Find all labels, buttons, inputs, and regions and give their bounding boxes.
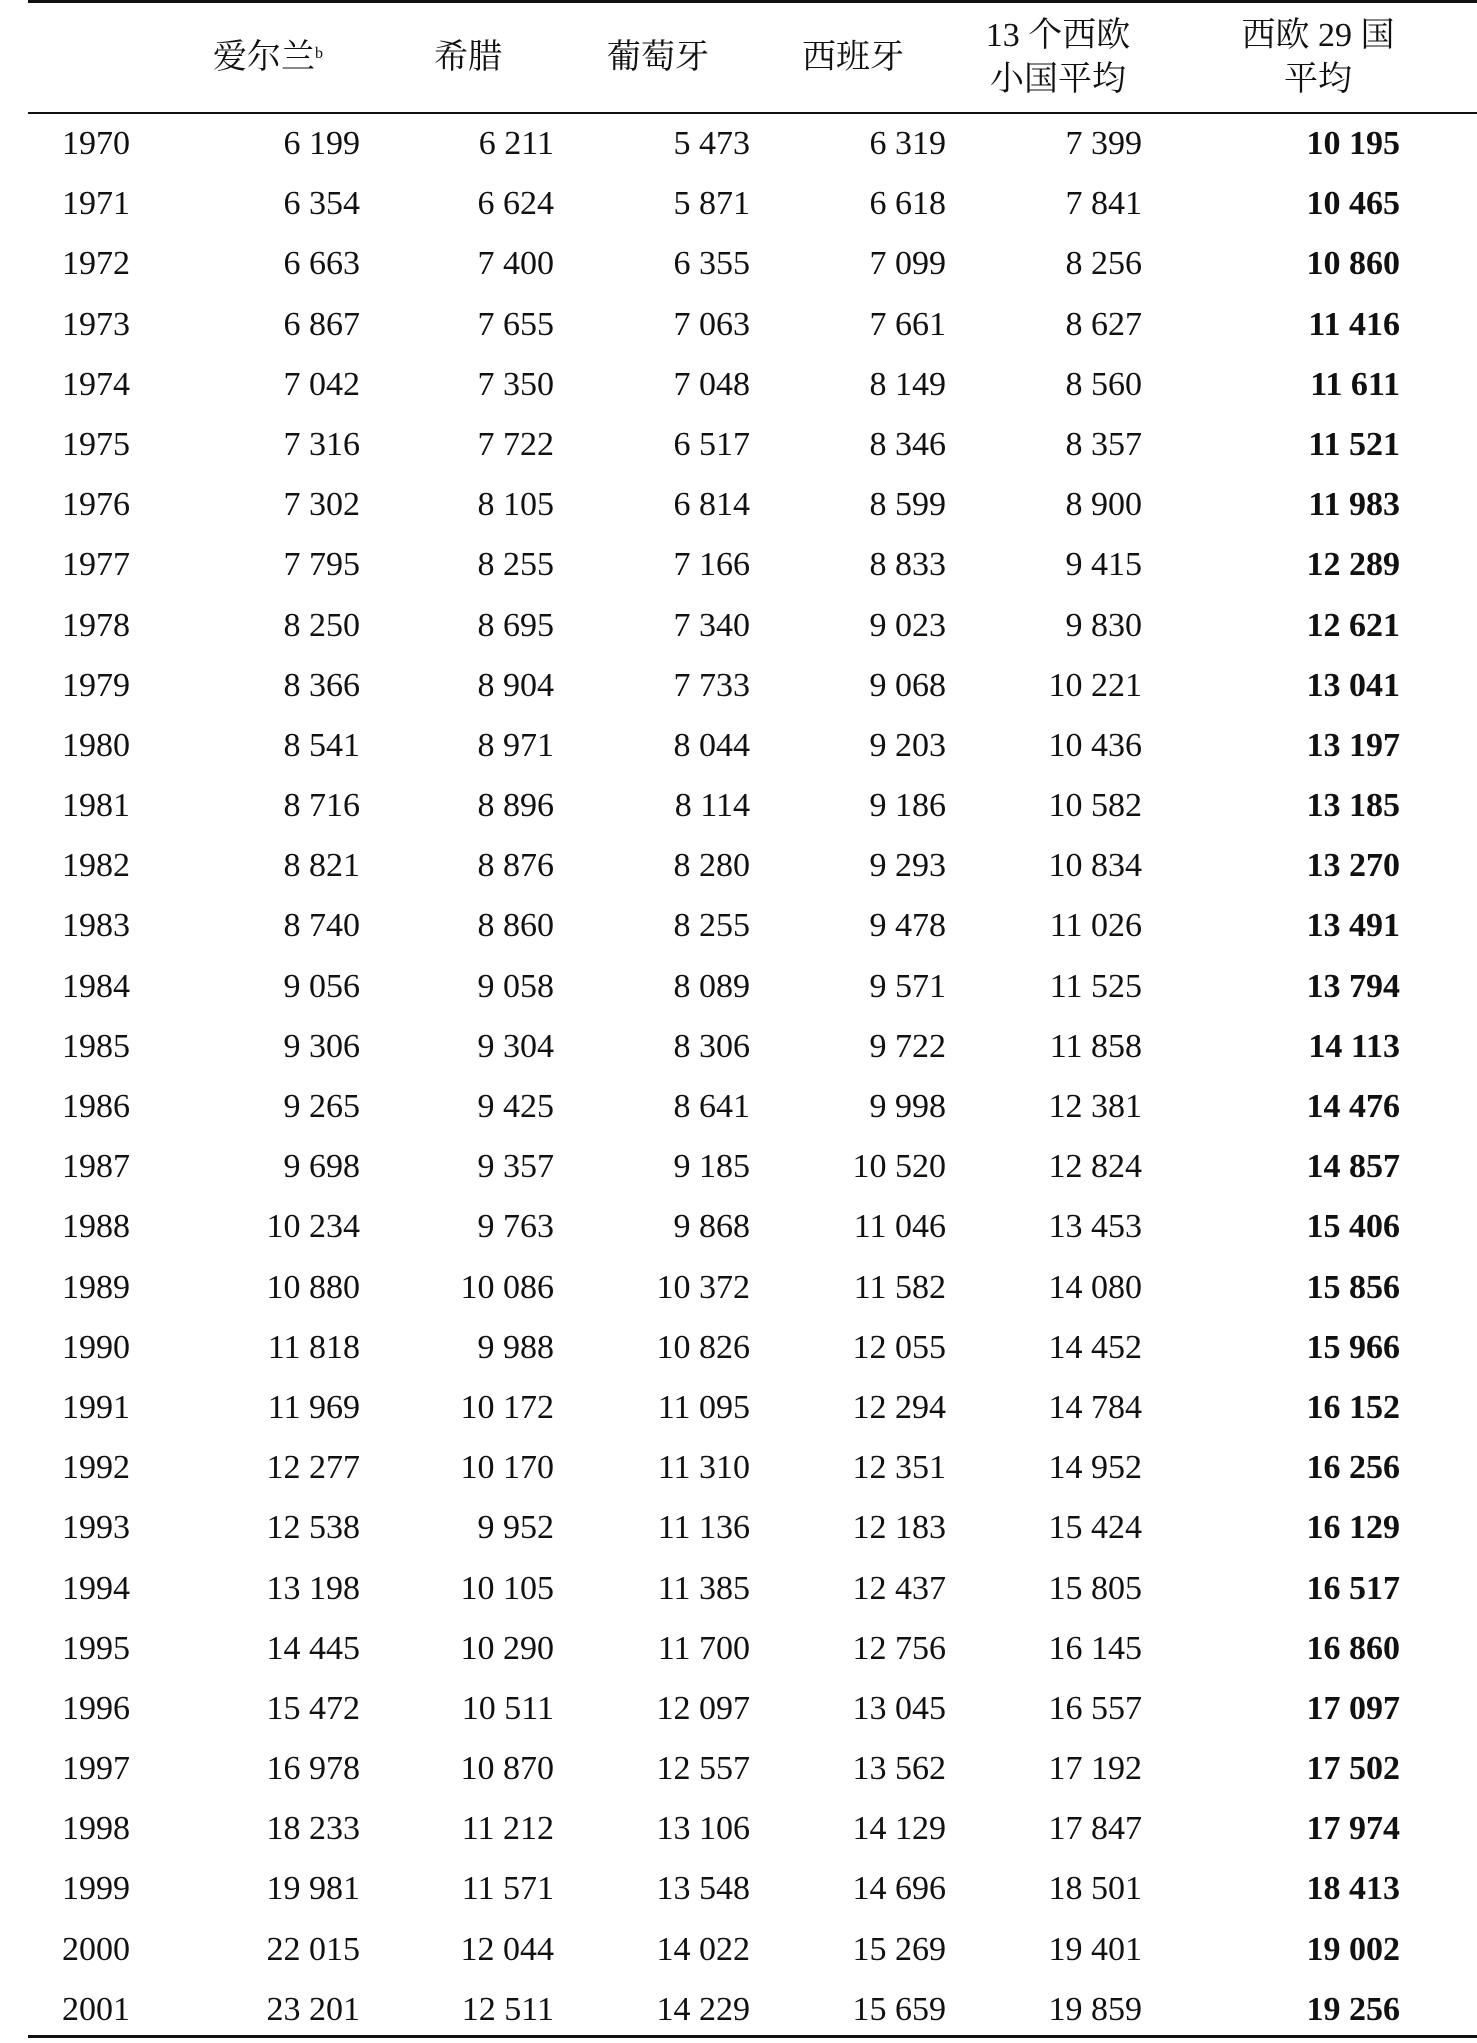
cell-ireland: 15 472 [266, 1689, 360, 1727]
cell-small13-avg: 7 841 [1065, 185, 1142, 223]
table-row [28, 1258, 1477, 1318]
table-row [28, 174, 1477, 234]
row-year: 1988 [62, 1208, 130, 1246]
cell-spain: 15 269 [852, 1930, 946, 1968]
cell-ireland: 9 056 [283, 967, 360, 1005]
cell-spain: 10 520 [852, 1148, 946, 1186]
row-year: 1974 [62, 365, 130, 403]
cell-greece: 9 425 [477, 1088, 554, 1125]
table-row [28, 1438, 1477, 1498]
cell-we29-avg: 13 185 [1306, 787, 1400, 825]
cell-ireland: 6 199 [283, 125, 360, 162]
row-year: 1982 [62, 847, 130, 885]
cell-small13-avg: 19 401 [1048, 1930, 1142, 1968]
cell-small13-avg: 7 399 [1065, 125, 1142, 162]
cell-portugal: 7 048 [673, 365, 750, 403]
cell-portugal: 6 517 [673, 425, 750, 463]
cell-small13-avg: 16 145 [1048, 1629, 1142, 1667]
cell-we29-avg: 17 974 [1306, 1810, 1400, 1848]
cell-small13-avg: 14 784 [1048, 1388, 1142, 1426]
cell-small13-avg: 11 026 [1049, 907, 1142, 945]
row-year: 1994 [62, 1569, 130, 1607]
table-row [28, 1197, 1477, 1257]
cell-greece: 9 763 [477, 1208, 554, 1246]
header-portugal-label: 葡萄牙 [607, 38, 709, 76]
cell-we29-avg: 19 256 [1306, 1990, 1400, 2028]
cell-we29-avg: 11 983 [1308, 486, 1400, 524]
row-year: 1970 [62, 125, 130, 162]
row-year: 2000 [62, 1930, 130, 1968]
cell-small13-avg: 8 627 [1065, 305, 1142, 343]
table-row [28, 1017, 1477, 1077]
cell-we29-avg: 10 195 [1306, 125, 1400, 162]
cell-portugal: 11 310 [657, 1449, 750, 1487]
table-row [28, 234, 1477, 294]
row-year: 1995 [62, 1629, 130, 1667]
cell-greece: 8 904 [477, 666, 554, 704]
cell-greece: 9 058 [477, 967, 554, 1005]
cell-spain: 9 068 [869, 666, 946, 704]
table-row [28, 1498, 1477, 1558]
cell-portugal: 10 826 [656, 1328, 750, 1366]
table-header [28, 3, 1477, 112]
table-row [28, 716, 1477, 776]
cell-greece: 8 105 [477, 486, 554, 524]
header-ireland-label: 爱尔兰 [213, 38, 315, 76]
cell-ireland: 8 250 [283, 606, 360, 644]
table-row [28, 1859, 1477, 1919]
row-year: 1979 [62, 666, 130, 704]
row-year: 1996 [62, 1689, 130, 1727]
cell-portugal: 8 306 [673, 1027, 750, 1065]
header-greece [378, 3, 558, 112]
table-row [28, 295, 1477, 355]
cell-spain: 12 437 [852, 1569, 946, 1607]
cell-greece: 9 952 [477, 1509, 554, 1547]
cell-small13-avg: 8 256 [1065, 245, 1142, 283]
table-row [28, 1679, 1477, 1739]
cell-spain: 9 203 [869, 726, 946, 764]
cell-ireland: 6 663 [283, 245, 360, 283]
row-year: 1984 [62, 967, 130, 1005]
header-ireland [158, 3, 378, 112]
cell-spain: 14 129 [852, 1810, 946, 1848]
table-row [28, 896, 1477, 956]
cell-we29-avg: 11 416 [1308, 305, 1400, 343]
table-row [28, 1378, 1477, 1438]
row-year: 1989 [62, 1268, 130, 1306]
cell-greece: 12 044 [460, 1930, 554, 1968]
cell-greece: 10 170 [460, 1449, 554, 1487]
cell-spain: 8 833 [869, 546, 946, 584]
cell-greece: 6 624 [477, 185, 554, 223]
cell-greece: 7 350 [477, 365, 554, 403]
cell-small13-avg: 8 560 [1065, 365, 1142, 403]
cell-portugal: 8 641 [673, 1088, 750, 1125]
row-year: 1976 [62, 486, 130, 524]
row-year: 1975 [62, 425, 130, 463]
table-row [28, 1137, 1477, 1197]
cell-greece: 8 896 [477, 787, 554, 825]
cell-portugal: 14 229 [656, 1990, 750, 2028]
cell-small13-avg: 10 582 [1048, 787, 1142, 825]
table-row [28, 836, 1477, 896]
cell-ireland: 7 795 [283, 546, 360, 584]
cell-portugal: 6 355 [673, 245, 750, 283]
cell-greece: 8 876 [477, 847, 554, 885]
cell-small13-avg: 14 952 [1048, 1449, 1142, 1487]
cell-ireland: 6 867 [283, 305, 360, 343]
row-year: 1985 [62, 1027, 130, 1065]
cell-greece: 8 860 [477, 907, 554, 945]
cell-greece: 7 722 [477, 425, 554, 463]
cell-ireland: 8 366 [283, 666, 360, 704]
cell-we29-avg: 16 860 [1306, 1629, 1400, 1667]
cell-ireland: 8 716 [283, 787, 360, 825]
table-row [28, 355, 1477, 415]
cell-small13-avg: 12 824 [1048, 1148, 1142, 1186]
cell-greece: 6 211 [478, 125, 554, 162]
header-spain-label: 西班牙 [802, 38, 904, 76]
cell-spain: 9 293 [869, 847, 946, 885]
table-row [28, 1619, 1477, 1679]
table-row [28, 1739, 1477, 1799]
cell-greece: 11 571 [461, 1870, 554, 1908]
cell-portugal: 8 280 [673, 847, 750, 885]
row-year: 1983 [62, 907, 130, 945]
cell-ireland: 14 445 [266, 1629, 360, 1667]
table-row [28, 1318, 1477, 1378]
cell-ireland: 7 302 [283, 486, 360, 524]
row-year: 1991 [62, 1388, 130, 1426]
cell-spain: 13 045 [852, 1689, 946, 1727]
cell-we29-avg: 13 041 [1306, 666, 1400, 704]
cell-portugal: 5 871 [673, 185, 750, 223]
cell-we29-avg: 19 002 [1306, 1930, 1400, 1968]
cell-small13-avg: 10 221 [1048, 666, 1142, 704]
cell-small13-avg: 11 525 [1049, 967, 1142, 1005]
cell-portugal: 7 733 [673, 666, 750, 704]
row-year: 1987 [62, 1148, 130, 1186]
cell-we29-avg: 12 289 [1306, 546, 1400, 584]
table-row [28, 114, 1477, 174]
header-greece-label: 希腊 [434, 38, 502, 76]
cell-we29-avg: 15 966 [1306, 1328, 1400, 1366]
cell-portugal: 11 095 [657, 1388, 750, 1426]
cell-portugal: 10 372 [656, 1268, 750, 1306]
cell-small13-avg: 15 424 [1048, 1509, 1142, 1547]
cell-ireland: 10 880 [266, 1268, 360, 1306]
row-year: 1973 [62, 305, 130, 343]
cell-spain: 12 756 [852, 1629, 946, 1667]
cell-ireland: 9 306 [283, 1027, 360, 1065]
cell-we29-avg: 13 794 [1306, 967, 1400, 1005]
cell-spain: 9 023 [869, 606, 946, 644]
cell-ireland: 19 981 [266, 1870, 360, 1908]
cell-portugal: 7 340 [673, 606, 750, 644]
cell-we29-avg: 17 097 [1306, 1689, 1400, 1727]
header-small13 [948, 3, 1168, 112]
table-row [28, 1980, 1477, 2040]
cell-greece: 9 988 [477, 1328, 554, 1366]
cell-portugal: 14 022 [656, 1930, 750, 1968]
row-year: 1981 [62, 787, 130, 825]
cell-greece: 9 357 [477, 1148, 554, 1186]
table-row [28, 596, 1477, 656]
cell-we29-avg: 14 857 [1306, 1148, 1400, 1186]
cell-greece: 10 870 [460, 1750, 554, 1788]
row-year: 1972 [62, 245, 130, 283]
cell-we29-avg: 13 491 [1306, 907, 1400, 945]
cell-portugal: 7 063 [673, 305, 750, 343]
cell-small13-avg: 8 357 [1065, 425, 1142, 463]
row-year: 1977 [62, 546, 130, 584]
cell-portugal: 8 255 [673, 907, 750, 945]
cell-spain: 12 055 [852, 1328, 946, 1366]
cell-small13-avg: 17 847 [1048, 1810, 1142, 1848]
cell-small13-avg: 10 436 [1048, 726, 1142, 764]
cell-portugal: 11 136 [657, 1509, 750, 1547]
row-year: 1986 [62, 1088, 130, 1125]
cell-spain: 8 149 [869, 365, 946, 403]
cell-spain: 11 582 [853, 1268, 946, 1306]
cell-ireland: 8 541 [283, 726, 360, 764]
row-year: 1980 [62, 726, 130, 764]
cell-ireland: 7 042 [283, 365, 360, 403]
header-ireland-footnote: b [315, 44, 323, 62]
cell-ireland: 12 538 [266, 1509, 360, 1547]
table-row [28, 1559, 1477, 1619]
row-year: 2001 [62, 1990, 130, 2028]
cell-small13-avg: 18 501 [1048, 1870, 1142, 1908]
cell-portugal: 12 097 [656, 1689, 750, 1727]
cell-ireland: 9 265 [283, 1088, 360, 1125]
cell-greece: 7 400 [477, 245, 554, 283]
row-year: 1999 [62, 1870, 130, 1908]
cell-we29-avg: 14 476 [1306, 1088, 1400, 1125]
cell-portugal: 5 473 [673, 125, 750, 162]
cell-small13-avg: 8 900 [1065, 486, 1142, 524]
cell-we29-avg: 15 406 [1306, 1208, 1400, 1246]
cell-greece: 8 971 [477, 726, 554, 764]
cell-greece: 11 212 [461, 1810, 554, 1848]
table-row [28, 1799, 1477, 1859]
cell-ireland: 16 978 [266, 1750, 360, 1788]
cell-small13-avg: 19 859 [1048, 1990, 1142, 2028]
cell-ireland: 12 277 [266, 1449, 360, 1487]
cell-small13-avg: 11 858 [1049, 1027, 1142, 1065]
cell-we29-avg: 16 129 [1306, 1509, 1400, 1547]
cell-ireland: 11 969 [267, 1388, 360, 1426]
cell-spain: 9 571 [869, 967, 946, 1005]
cell-we29-avg: 16 256 [1306, 1449, 1400, 1487]
cell-greece: 8 255 [477, 546, 554, 584]
header-year [28, 3, 158, 112]
cell-spain: 12 294 [852, 1388, 946, 1426]
cell-small13-avg: 14 080 [1048, 1268, 1142, 1306]
table-row [28, 535, 1477, 595]
table-row [28, 776, 1477, 836]
cell-ireland: 11 818 [267, 1328, 360, 1366]
cell-spain: 15 659 [852, 1990, 946, 2028]
cell-spain: 7 099 [869, 245, 946, 283]
cell-spain: 12 351 [852, 1449, 946, 1487]
cell-small13-avg: 12 381 [1048, 1088, 1142, 1125]
header-spain [758, 3, 948, 112]
cell-spain: 8 346 [869, 425, 946, 463]
table-body [28, 114, 1477, 2040]
header-we29 [1188, 3, 1448, 112]
cell-portugal: 13 548 [656, 1870, 750, 1908]
cell-greece: 7 655 [477, 305, 554, 343]
cell-portugal: 9 185 [673, 1148, 750, 1186]
row-year: 1998 [62, 1810, 130, 1848]
table-row [28, 475, 1477, 535]
cell-spain: 9 722 [869, 1027, 946, 1065]
row-year: 1993 [62, 1509, 130, 1547]
row-year: 1992 [62, 1449, 130, 1487]
cell-spain: 6 319 [869, 125, 946, 162]
cell-we29-avg: 18 413 [1306, 1870, 1400, 1908]
cell-spain: 12 183 [852, 1509, 946, 1547]
cell-spain: 11 046 [853, 1208, 946, 1246]
header-we29-label: 西欧 29 国 平均 [1241, 16, 1395, 98]
cell-small13-avg: 9 830 [1065, 606, 1142, 644]
table-row [28, 957, 1477, 1017]
cell-we29-avg: 10 860 [1306, 245, 1400, 283]
cell-we29-avg: 16 152 [1306, 1388, 1400, 1426]
cell-portugal: 8 044 [673, 726, 750, 764]
row-year: 1990 [62, 1328, 130, 1366]
table-row [28, 1077, 1477, 1137]
cell-small13-avg: 16 557 [1048, 1689, 1142, 1727]
cell-portugal: 12 557 [656, 1750, 750, 1788]
cell-ireland: 8 740 [283, 907, 360, 945]
cell-ireland: 9 698 [283, 1148, 360, 1186]
cell-small13-avg: 9 415 [1065, 546, 1142, 584]
cell-greece: 8 695 [477, 606, 554, 644]
table-row [28, 1920, 1477, 1980]
cell-spain: 6 618 [869, 185, 946, 223]
cell-portugal: 8 089 [673, 967, 750, 1005]
cell-small13-avg: 15 805 [1048, 1569, 1142, 1607]
cell-greece: 10 172 [460, 1388, 554, 1426]
cell-ireland: 10 234 [266, 1208, 360, 1246]
cell-we29-avg: 12 621 [1306, 606, 1400, 644]
cell-greece: 12 511 [461, 1990, 554, 2028]
cell-greece: 10 290 [460, 1629, 554, 1667]
cell-ireland: 7 316 [283, 425, 360, 463]
cell-small13-avg: 14 452 [1048, 1328, 1142, 1366]
cell-small13-avg: 17 192 [1048, 1750, 1142, 1788]
cell-greece: 10 105 [460, 1569, 554, 1607]
header-small13-label: 13 个西欧 小国平均 [985, 16, 1131, 98]
cell-ireland: 13 198 [266, 1569, 360, 1607]
row-year: 1971 [62, 185, 130, 223]
cell-we29-avg: 16 517 [1306, 1569, 1400, 1607]
table-row [28, 656, 1477, 716]
row-year: 1978 [62, 606, 130, 644]
cell-portugal: 11 385 [657, 1569, 750, 1607]
cell-we29-avg: 13 197 [1306, 726, 1400, 764]
cell-ireland: 23 201 [266, 1990, 360, 2028]
cell-greece: 9 304 [477, 1027, 554, 1065]
table-row [28, 415, 1477, 475]
cell-small13-avg: 13 453 [1048, 1208, 1142, 1246]
cell-portugal: 11 700 [657, 1629, 750, 1667]
cell-spain: 9 998 [869, 1088, 946, 1125]
cell-portugal: 6 814 [673, 486, 750, 524]
cell-greece: 10 086 [460, 1268, 554, 1306]
cell-portugal: 7 166 [673, 546, 750, 584]
table-bottom-rule [28, 2035, 1477, 2038]
cell-we29-avg: 15 856 [1306, 1268, 1400, 1306]
cell-we29-avg: 13 270 [1306, 847, 1400, 885]
row-year: 1997 [62, 1750, 130, 1788]
cell-we29-avg: 14 113 [1308, 1027, 1400, 1065]
cell-spain: 14 696 [852, 1870, 946, 1908]
cell-portugal: 8 114 [674, 787, 750, 825]
cell-ireland: 8 821 [283, 847, 360, 885]
cell-we29-avg: 10 465 [1306, 185, 1400, 223]
cell-spain: 9 186 [869, 787, 946, 825]
cell-we29-avg: 11 611 [1310, 365, 1400, 403]
cell-ireland: 22 015 [266, 1930, 360, 1968]
cell-ireland: 6 354 [283, 185, 360, 223]
cell-spain: 8 599 [869, 486, 946, 524]
cell-spain: 7 661 [869, 305, 946, 343]
cell-greece: 10 511 [461, 1689, 554, 1727]
cell-spain: 9 478 [869, 907, 946, 945]
cell-ireland: 18 233 [266, 1810, 360, 1848]
cell-we29-avg: 17 502 [1306, 1750, 1400, 1788]
cell-portugal: 13 106 [656, 1810, 750, 1848]
cell-spain: 13 562 [852, 1750, 946, 1788]
header-portugal [558, 3, 758, 112]
cell-small13-avg: 10 834 [1048, 847, 1142, 885]
cell-we29-avg: 11 521 [1308, 425, 1400, 463]
cell-portugal: 9 868 [673, 1208, 750, 1246]
